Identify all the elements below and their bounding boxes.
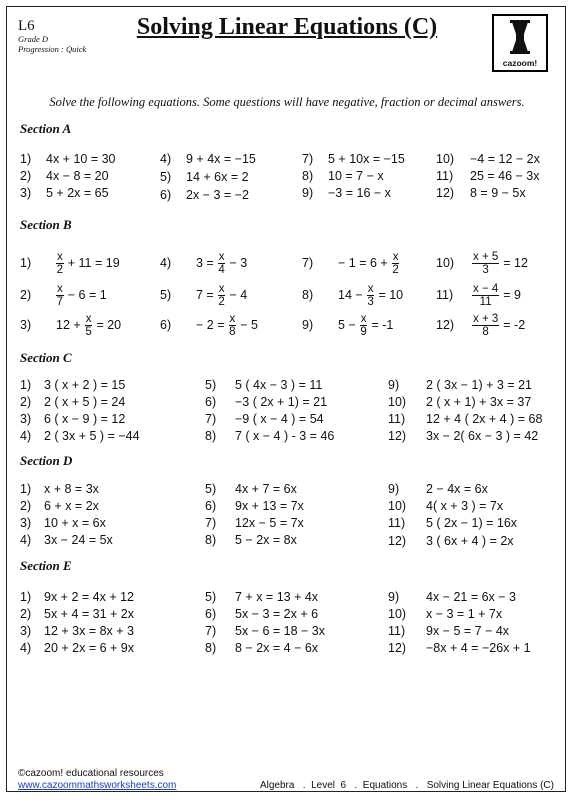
equation-text: 12 + 4 ( 2x + 4 ) = 68 xyxy=(426,412,543,426)
fraction-denominator: 2 xyxy=(56,263,64,276)
question-number: 5) xyxy=(160,288,172,302)
equation-text: = 9 xyxy=(503,288,521,302)
question-number: 3) xyxy=(20,186,32,200)
question-number: 1) xyxy=(20,152,32,166)
section-d-question xyxy=(20,480,99,498)
fraction-numerator: x xyxy=(57,282,63,295)
section-c-question xyxy=(205,410,324,428)
fraction xyxy=(85,313,93,338)
fraction-numerator: x xyxy=(360,312,367,325)
section-c-question xyxy=(20,427,140,445)
section-c-question xyxy=(388,427,538,445)
question-number: 11) xyxy=(436,288,454,302)
question-number: 11) xyxy=(436,169,454,183)
section-b-title: Section B xyxy=(20,217,72,232)
section-b-question xyxy=(160,310,260,340)
question-number: 6) xyxy=(205,499,217,513)
equation-text: = 12 xyxy=(503,256,528,270)
question-number: 5) xyxy=(160,170,172,184)
section-e-question xyxy=(388,639,531,657)
section-e-question xyxy=(205,622,325,640)
section-d-question xyxy=(388,532,514,550)
fraction-numerator: x xyxy=(229,312,236,325)
section-c-question xyxy=(205,427,334,445)
fraction-denominator: 2 xyxy=(218,295,225,308)
equation-text: 2x − 3 = −2 xyxy=(186,188,249,202)
equation-text: −9 ( x − 4 ) = 54 xyxy=(235,412,324,426)
fraction-denominator: 3 xyxy=(482,263,489,276)
section-d-question xyxy=(20,514,106,532)
fraction xyxy=(472,283,499,308)
question-number: 11) xyxy=(388,516,406,530)
section-a-question xyxy=(20,167,109,185)
section-e-question xyxy=(388,605,502,623)
question-number: 9) xyxy=(302,318,314,332)
section-a-question xyxy=(302,167,384,185)
equation-text: 2 ( x + 1) + 3x = 37 xyxy=(426,395,532,409)
equation-text: = -2 xyxy=(503,318,526,332)
cazoom-logo xyxy=(492,14,548,72)
question-number: 4) xyxy=(160,256,172,270)
section-e-title: Section E xyxy=(20,558,72,573)
equation-text: 14 + 6x = 2 xyxy=(186,170,249,184)
section-a-question xyxy=(436,150,540,168)
question-number: 10) xyxy=(388,395,407,409)
section-a-question xyxy=(302,184,391,202)
question-number: 7) xyxy=(205,412,217,426)
equation-text: 9x − 5 = 7 − 4x xyxy=(426,624,510,638)
equation-text: 7 ( x − 4 ) - 3 = 46 xyxy=(235,429,335,443)
equation-text: − 2 = xyxy=(196,318,225,332)
equation-text: + 11 = 19 xyxy=(67,256,120,270)
section-c-question xyxy=(205,393,327,411)
section-e-question xyxy=(20,588,134,606)
level-code: L6 xyxy=(18,18,35,34)
fraction-denominator: 5 xyxy=(85,325,92,338)
question-number: 12) xyxy=(388,641,407,655)
equation-text: 5x + 4 = 31 + 2x xyxy=(44,607,134,621)
section-a-question xyxy=(436,167,540,185)
equation-text: 4x + 10 = 30 xyxy=(46,152,116,166)
fraction-numerator: x + 3 xyxy=(473,312,499,325)
section-e-question xyxy=(388,588,516,606)
equation-text: 20 + 2x = 6 + 9x xyxy=(44,641,134,655)
fraction-denominator: 4 xyxy=(218,263,225,276)
question-number: 5) xyxy=(205,378,217,392)
question-number: 6) xyxy=(205,607,217,621)
question-number: 5) xyxy=(205,482,217,496)
section-b-question xyxy=(302,280,405,310)
fraction-denominator: 11 xyxy=(479,295,492,308)
fraction-numerator: x xyxy=(367,282,374,295)
question-number: 1) xyxy=(20,482,32,496)
section-b-question xyxy=(160,280,249,310)
cazoom-logo-icon xyxy=(494,16,546,58)
fraction-denominator: 7 xyxy=(56,295,64,308)
fraction-numerator: x xyxy=(218,250,225,263)
question-number: 4) xyxy=(20,429,32,443)
fraction-denominator: 8 xyxy=(482,325,489,338)
section-a-title: Section A xyxy=(20,121,72,136)
question-number: 8) xyxy=(302,288,314,302)
section-e-question xyxy=(205,588,318,606)
question-number: 12) xyxy=(388,534,407,548)
equation-text: 3 = xyxy=(196,256,214,270)
fraction-numerator: x xyxy=(218,282,225,295)
equation-text: 3x − 24 = 5x xyxy=(44,533,113,547)
section-e-question xyxy=(20,639,134,657)
question-number: 4) xyxy=(20,533,32,547)
fraction-numerator: x xyxy=(57,250,63,263)
question-number: 2) xyxy=(20,169,32,183)
footer-breadcrumb: Algebra . Level 6 . Equations . Solving Linear Equations (C) xyxy=(259,780,554,791)
equation-text: −3 ( 2x + 1) = 21 xyxy=(235,395,328,409)
question-number: 8) xyxy=(302,169,314,183)
question-number: 5) xyxy=(205,590,217,604)
equation-text: −4 = 12 − 2x xyxy=(470,152,540,166)
logo-text: cazoom! xyxy=(502,58,538,68)
equation-text: 8 = 9 − 5x xyxy=(470,186,526,200)
section-e-question xyxy=(20,622,134,640)
equation-text: − 3 xyxy=(229,256,248,270)
equation-text: 8 − 2x = 4 − 6x xyxy=(235,641,319,655)
section-d-question xyxy=(205,514,304,532)
section-e-question xyxy=(205,605,318,623)
equation-text: −8x + 4 = −26x + 1 xyxy=(426,641,531,655)
section-b-question xyxy=(436,310,527,340)
question-number: 4) xyxy=(20,641,32,655)
equation-text: 12x − 5 = 7x xyxy=(235,516,304,530)
equation-text: 5 + 2x = 65 xyxy=(46,186,109,200)
equation-text: x − 3 = 1 + 7x xyxy=(426,607,503,621)
section-b-question xyxy=(20,310,123,340)
equation-text: 9x + 2 = 4x + 12 xyxy=(44,590,134,604)
question-number: 6) xyxy=(160,188,172,202)
equation-text: 9 + 4x = −15 xyxy=(186,152,256,166)
question-number: 3) xyxy=(20,516,32,530)
fraction-numerator: x xyxy=(85,312,92,325)
equation-text: 7 + x = 13 + 4x xyxy=(235,590,319,604)
equation-text: − 4 xyxy=(229,288,248,302)
section-d-question xyxy=(388,497,503,515)
question-number: 12) xyxy=(436,186,455,200)
question-number: 10) xyxy=(436,152,455,166)
question-number: 6) xyxy=(160,318,172,332)
fraction xyxy=(472,251,499,276)
fraction-numerator: x xyxy=(392,250,399,263)
section-a-question xyxy=(160,150,256,168)
section-d-question xyxy=(388,514,517,532)
equation-text: x + 8 = 3x xyxy=(44,482,99,496)
equation-text: 3 ( x + 2 ) = 15 xyxy=(44,378,126,392)
section-a-question xyxy=(20,184,109,202)
section-e-question xyxy=(20,605,134,623)
question-number: 9) xyxy=(388,378,400,392)
question-number: 9) xyxy=(388,590,400,604)
question-number: 3) xyxy=(20,318,32,332)
section-c-question xyxy=(20,410,125,428)
question-number: 1) xyxy=(20,256,32,270)
section-d-title: Section D xyxy=(20,453,73,468)
section-a-question xyxy=(20,150,116,168)
equation-text: 2 − 4x = 6x xyxy=(426,482,488,496)
question-number: 3) xyxy=(20,624,32,638)
question-number: 8) xyxy=(205,641,217,655)
equation-text: 5 + 10x = −15 xyxy=(328,152,405,166)
fraction xyxy=(367,283,375,308)
question-number: 1) xyxy=(20,378,32,392)
equation-text: 2 ( 3x − 1) + 3 = 21 xyxy=(426,378,532,392)
equation-text: 6 + x = 2x xyxy=(44,499,99,513)
website-link[interactable]: www.cazoommathsworksheets.com xyxy=(18,780,177,791)
equation-text: 25 = 46 − 3x xyxy=(470,169,540,183)
question-number: 7) xyxy=(205,624,217,638)
section-d-question xyxy=(20,497,99,515)
equation-text: = 10 xyxy=(378,288,404,302)
equation-text: − 6 = 1 xyxy=(67,288,107,302)
equation-text: − 1 = 6 + xyxy=(338,256,388,270)
section-c-title: Section C xyxy=(20,350,72,365)
question-number: 2) xyxy=(20,395,32,409)
question-number: 10) xyxy=(388,607,407,621)
fraction xyxy=(229,313,237,338)
equation-text: 2 ( 3x + 5 ) = −44 xyxy=(44,429,140,443)
progression-label: Progression : Quick xyxy=(18,44,87,54)
equation-text: 10 = 7 − x xyxy=(328,169,384,183)
section-b-question xyxy=(20,280,109,310)
question-number: 11) xyxy=(388,624,406,638)
copyright-text: ©cazoom! educational resources xyxy=(18,768,164,779)
section-c-question xyxy=(388,376,532,394)
fraction xyxy=(218,283,226,308)
section-b-question xyxy=(436,280,523,310)
question-number: 7) xyxy=(205,516,217,530)
equation-text: 7 = xyxy=(196,288,214,302)
page-title: Solving Linear Equations (C) xyxy=(136,14,438,40)
section-d-question xyxy=(388,480,488,498)
question-number: 2) xyxy=(20,288,32,302)
equation-text: = -1 xyxy=(371,318,394,332)
section-b-question xyxy=(302,310,395,340)
question-number: 2) xyxy=(20,607,32,621)
section-b-question xyxy=(20,248,122,278)
equation-text: 4x + 7 = 6x xyxy=(235,482,297,496)
equation-text: 6 ( x − 9 ) = 12 xyxy=(44,412,126,426)
fraction xyxy=(218,251,226,276)
equation-text: 12 + 3x = 8x + 3 xyxy=(44,624,134,638)
question-number: 12) xyxy=(436,318,455,332)
fraction-denominator: 9 xyxy=(360,325,367,338)
grade-label: Grade D xyxy=(18,34,48,44)
equation-text: 4x − 21 = 6x − 3 xyxy=(426,590,516,604)
fraction-denominator: 8 xyxy=(229,325,236,338)
section-c-question xyxy=(20,393,125,411)
equation-text: 3x − 2( 6x − 3 ) = 42 xyxy=(426,429,539,443)
section-a-question xyxy=(160,168,249,186)
section-d-question xyxy=(205,497,304,515)
section-b-question xyxy=(436,248,530,278)
instructions: Solve the following equations. Some questions will have negative, fraction or decimal answers. xyxy=(49,95,525,109)
fraction-denominator: 2 xyxy=(392,263,399,276)
fraction-numerator: x + 5 xyxy=(473,250,499,263)
equation-text: 5 − 2x = 8x xyxy=(235,533,297,547)
equation-text: 4( x + 3 ) = 7x xyxy=(426,499,504,513)
equation-text: 5x − 6 = 18 − 3x xyxy=(235,624,325,638)
question-number: 7) xyxy=(302,256,314,270)
section-c-question xyxy=(388,410,542,428)
equation-text: 5x − 3 = 2x + 6 xyxy=(235,607,319,621)
equation-text: 4x − 8 = 20 xyxy=(46,169,109,183)
question-number: 7) xyxy=(302,152,314,166)
question-number: 9) xyxy=(302,186,314,200)
section-b-question xyxy=(160,248,249,278)
equation-text: 14 − xyxy=(338,288,363,302)
equation-text: 2 ( x + 5 ) = 24 xyxy=(44,395,126,409)
question-number: 8) xyxy=(205,533,217,547)
fraction xyxy=(56,283,64,308)
equation-text: −3 = 16 − x xyxy=(328,186,391,200)
question-number: 4) xyxy=(160,152,172,166)
question-number: 2) xyxy=(20,499,32,513)
section-a-question xyxy=(436,184,526,202)
question-number: 9) xyxy=(388,482,400,496)
question-number: 6) xyxy=(205,395,217,409)
fraction-numerator: x − 4 xyxy=(473,282,499,295)
fraction xyxy=(472,313,499,338)
fraction-denominator: 3 xyxy=(367,295,374,308)
section-e-question xyxy=(205,639,318,657)
equation-text: 10 + x = 6x xyxy=(44,516,106,530)
question-number: 3) xyxy=(20,412,32,426)
fraction xyxy=(56,251,64,276)
fraction xyxy=(392,251,400,276)
question-number: 10) xyxy=(436,256,455,270)
section-b-question xyxy=(302,248,401,278)
section-e-question xyxy=(388,622,509,640)
section-c-question xyxy=(205,376,322,394)
equation-text: 5 ( 2x − 1) = 16x xyxy=(426,516,518,530)
question-number: 12) xyxy=(388,429,407,443)
question-number: 10) xyxy=(388,499,407,513)
section-c-question xyxy=(20,376,125,394)
question-number: 1) xyxy=(20,590,32,604)
equation-text: 5 ( 4x − 3 ) = 11 xyxy=(235,378,323,392)
section-d-question xyxy=(205,480,297,498)
question-number: 8) xyxy=(205,429,217,443)
equation-text: 5 − xyxy=(338,318,356,332)
section-a-question xyxy=(160,186,249,204)
section-a-question xyxy=(302,150,405,168)
section-d-question xyxy=(205,531,297,549)
equation-text: − 5 xyxy=(240,318,258,332)
section-d-question xyxy=(20,531,113,549)
section-c-question xyxy=(388,393,531,411)
question-number: 11) xyxy=(388,412,406,426)
equation-text: 9x + 13 = 7x xyxy=(235,499,304,513)
equation-text: = 20 xyxy=(96,318,122,332)
fraction xyxy=(360,313,368,338)
equation-text: 3 ( 6x + 4 ) = 2x xyxy=(426,534,514,548)
equation-text: 12 + xyxy=(56,318,81,332)
